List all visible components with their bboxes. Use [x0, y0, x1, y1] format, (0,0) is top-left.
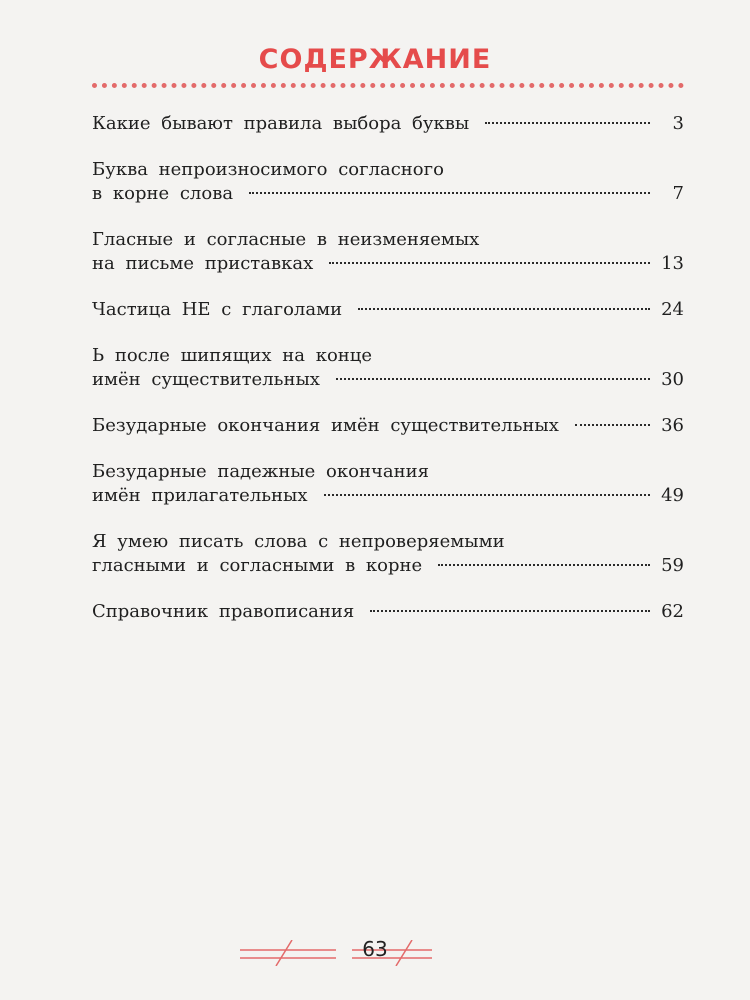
toc-entry: [92, 158, 684, 206]
toc-entry: [92, 298, 684, 322]
page-number: 63: [362, 937, 388, 961]
toc-dot-leader: [485, 122, 650, 124]
toc-entry: [92, 530, 684, 578]
toc-entry-line: [92, 182, 684, 206]
page-title: СОДЕРЖАНИЕ: [258, 44, 492, 75]
toc-entry-title: Справочник правописания: [92, 601, 355, 622]
toc-dot-leader: [324, 494, 650, 496]
toc-entry: [92, 112, 684, 136]
toc-entry-line: [92, 484, 684, 508]
toc-page-number: 13: [661, 253, 684, 274]
toc-page-number: 36: [661, 415, 684, 436]
toc-entry-title: Гласные и согласные в неизменяемых: [92, 229, 480, 250]
toc-entry-title: имён существительных: [92, 369, 320, 390]
toc-entry-title: Безударные окончания имён существительных: [92, 415, 559, 436]
toc-page-number: 3: [672, 113, 684, 134]
toc-entry: [92, 414, 684, 438]
toc-entry: [92, 600, 684, 624]
toc-entry-title: Буква непроизносимого согласного: [92, 159, 444, 180]
toc-dot-leader: [575, 424, 650, 426]
toc-entry-line: [92, 460, 684, 484]
toc-entry: [92, 460, 684, 508]
toc-entry-line: [92, 112, 684, 136]
toc-entry-title: Частица НЕ с глаголами: [92, 299, 343, 320]
toc-entry-line: [92, 368, 684, 392]
toc-entry-line: [92, 344, 684, 368]
toc-entry-line: [92, 228, 684, 252]
toc-entry-line: [92, 252, 684, 276]
toc-entry-title: гласными и согласными в корне: [92, 555, 423, 576]
toc-entry-line: [92, 298, 684, 322]
toc-entry: [92, 344, 684, 392]
toc-entry-line: [92, 530, 684, 554]
toc-page-number: 24: [661, 299, 684, 320]
toc-entry-title: Ь после шипящих на конце: [92, 345, 373, 366]
toc-entry-title: в корне слова: [92, 183, 234, 204]
toc-entry-line: [92, 158, 684, 182]
toc-entry-line: [92, 554, 684, 578]
toc-entry-title: на письме приставках: [92, 253, 314, 274]
table-of-contents: [92, 112, 684, 624]
toc-entry: [92, 228, 684, 276]
toc-page-number: 30: [661, 369, 684, 390]
toc-dot-leader: [438, 564, 650, 566]
toc-dot-leader: [370, 610, 650, 612]
toc-entry-title: имён прилагательных: [92, 485, 308, 506]
toc-entry-line: [92, 600, 684, 624]
toc-page-number: 59: [661, 555, 684, 576]
title-dotted-divider: [92, 83, 684, 88]
toc-entry-title: Безударные падежные окончания: [92, 461, 429, 482]
toc-entry-title: Я умею писать слова с непроверяемыми: [92, 531, 505, 552]
toc-dot-leader: [329, 262, 650, 264]
toc-entry-title: Какие бывают правила выбора буквы: [92, 113, 470, 134]
toc-dot-leader: [358, 308, 650, 310]
toc-dot-leader: [249, 192, 650, 194]
toc-entry-line: [92, 414, 684, 438]
toc-page-number: 62: [661, 601, 684, 622]
toc-dot-leader: [336, 378, 650, 380]
toc-page-number: 49: [661, 485, 684, 506]
toc-page-number: 7: [672, 183, 684, 204]
